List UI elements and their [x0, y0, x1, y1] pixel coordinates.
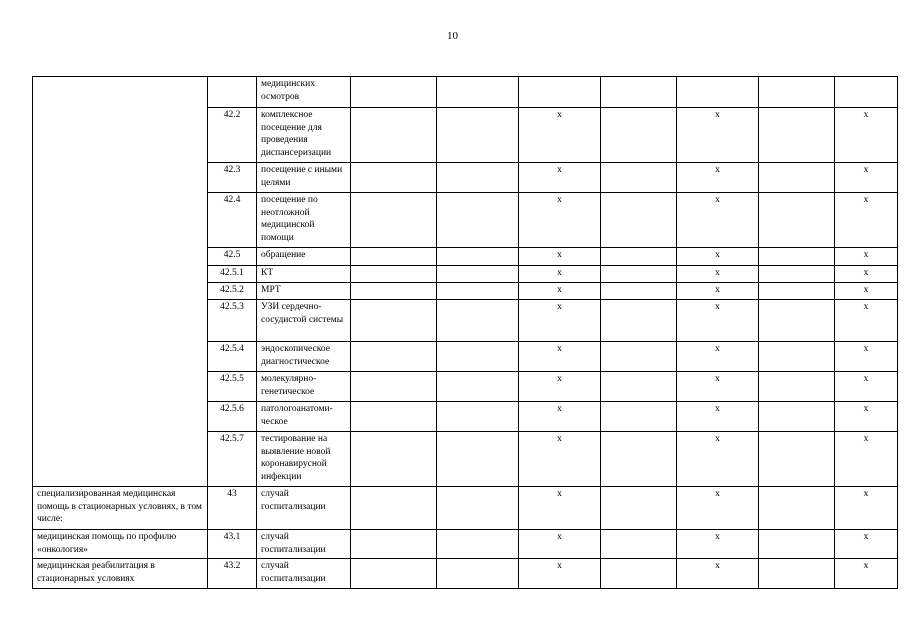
value-cell: х [835, 402, 898, 432]
value-cell: х [835, 283, 898, 300]
value-cell [437, 193, 519, 248]
value-cell [437, 530, 519, 559]
value-cell [759, 300, 835, 342]
unit-cell: КТ [257, 266, 351, 283]
unit-cell: случай госпитализации [257, 559, 351, 589]
value-cell: х [519, 432, 601, 487]
value-cell: х [835, 530, 898, 559]
value-cell [437, 77, 519, 108]
value-cell: х [519, 487, 601, 530]
code-cell: 42.5.2 [208, 283, 257, 300]
value-cell [351, 163, 437, 193]
value-cell [437, 266, 519, 283]
value-cell [437, 487, 519, 530]
value-cell [351, 77, 437, 108]
value-cell [759, 432, 835, 487]
value-cell [351, 248, 437, 266]
value-cell: х [677, 487, 759, 530]
value-cell: х [519, 283, 601, 300]
value-cell: х [519, 300, 601, 342]
value-cell: х [519, 559, 601, 589]
value-cell [601, 402, 677, 432]
code-cell: 43.1 [208, 530, 257, 559]
value-cell: х [519, 266, 601, 283]
value-cell: х [519, 163, 601, 193]
value-cell [437, 559, 519, 589]
value-cell [601, 487, 677, 530]
value-cell [437, 432, 519, 487]
value-cell [759, 108, 835, 163]
value-cell [759, 530, 835, 559]
value-cell [601, 372, 677, 402]
page-number: 10 [447, 30, 458, 42]
value-cell [601, 283, 677, 300]
value-cell [601, 266, 677, 283]
value-cell: х [835, 300, 898, 342]
value-cell [437, 248, 519, 266]
value-cell: х [519, 402, 601, 432]
value-cell [351, 530, 437, 559]
table-row [33, 487, 898, 530]
value-cell [351, 266, 437, 283]
value-cell: х [519, 372, 601, 402]
value-cell [351, 283, 437, 300]
category-cell: специализированная медицинская помощь в стационарных условиях, в том числе: [33, 487, 208, 530]
value-cell [351, 559, 437, 589]
value-cell: х [677, 283, 759, 300]
value-cell [437, 300, 519, 342]
value-cell: х [677, 248, 759, 266]
value-cell: х [835, 248, 898, 266]
unit-cell: случай госпитализации [257, 530, 351, 559]
value-cell [351, 487, 437, 530]
value-cell [437, 108, 519, 163]
category-cell [33, 77, 208, 487]
value-cell [601, 248, 677, 266]
value-cell: х [677, 432, 759, 487]
value-cell: х [835, 342, 898, 372]
unit-cell: медицинских осмотров [257, 77, 351, 108]
category-cell: медицинская реабилитация в стационарных условиях [33, 559, 208, 589]
value-cell: х [835, 266, 898, 283]
code-cell: 42.5 [208, 248, 257, 266]
code-cell: 43 [208, 487, 257, 530]
value-cell: х [519, 342, 601, 372]
value-cell [601, 432, 677, 487]
value-cell: х [677, 163, 759, 193]
value-cell [601, 342, 677, 372]
code-cell: 42.5.5 [208, 372, 257, 402]
value-cell [759, 342, 835, 372]
unit-cell: патологоанатоми-ческое [257, 402, 351, 432]
value-cell: х [677, 266, 759, 283]
table-row [33, 77, 898, 108]
unit-cell: УЗИ сердечно-сосудистой системы [257, 300, 351, 342]
value-cell [601, 300, 677, 342]
unit-cell: посещение с иными целями [257, 163, 351, 193]
value-cell: х [677, 300, 759, 342]
unit-cell: молекулярно-генетическое [257, 372, 351, 402]
value-cell [351, 108, 437, 163]
value-cell [437, 283, 519, 300]
value-cell: х [519, 530, 601, 559]
value-cell [351, 342, 437, 372]
value-cell [351, 402, 437, 432]
code-cell: 42.5.1 [208, 266, 257, 283]
value-cell [351, 432, 437, 487]
unit-cell: случай госпитализации [257, 487, 351, 530]
code-cell: 42.5.6 [208, 402, 257, 432]
value-cell [601, 163, 677, 193]
value-cell [759, 487, 835, 530]
code-cell [208, 77, 257, 108]
value-cell [835, 77, 898, 108]
value-cell: х [835, 108, 898, 163]
code-cell: 42.5.3 [208, 300, 257, 342]
code-cell: 42.5.4 [208, 342, 257, 372]
value-cell [759, 77, 835, 108]
value-cell [437, 342, 519, 372]
category-cell: медицинская помощь по профилю «онкология» [33, 530, 208, 559]
value-cell: х [677, 530, 759, 559]
value-cell: х [519, 108, 601, 163]
value-cell [759, 266, 835, 283]
value-cell [437, 372, 519, 402]
value-cell [759, 372, 835, 402]
value-cell: х [519, 193, 601, 248]
unit-cell: обращение [257, 248, 351, 266]
table-row [33, 530, 898, 559]
code-cell: 42.3 [208, 163, 257, 193]
code-cell: 42.4 [208, 193, 257, 248]
value-cell [759, 559, 835, 589]
value-cell: х [677, 193, 759, 248]
value-cell [437, 163, 519, 193]
value-cell: х [835, 559, 898, 589]
value-cell: х [835, 487, 898, 530]
value-cell: х [835, 372, 898, 402]
value-cell [519, 77, 601, 108]
value-cell [601, 108, 677, 163]
unit-cell: тестирование на выявление новой коронавирусной инфекции [257, 432, 351, 487]
unit-cell: МРТ [257, 283, 351, 300]
value-cell [601, 193, 677, 248]
value-cell [601, 77, 677, 108]
value-cell [759, 283, 835, 300]
value-cell [351, 372, 437, 402]
value-cell [677, 77, 759, 108]
value-cell [759, 163, 835, 193]
table-row [33, 559, 898, 589]
value-cell: х [677, 559, 759, 589]
value-cell: х [835, 163, 898, 193]
code-cell: 43.2 [208, 559, 257, 589]
value-cell: х [835, 432, 898, 487]
value-cell [437, 402, 519, 432]
data-table [32, 76, 898, 589]
value-cell [601, 559, 677, 589]
code-cell: 42.5.7 [208, 432, 257, 487]
value-cell [759, 193, 835, 248]
unit-cell: эндоскопическое диагностическое [257, 342, 351, 372]
value-cell [351, 193, 437, 248]
value-cell [601, 530, 677, 559]
value-cell [351, 300, 437, 342]
value-cell [759, 248, 835, 266]
value-cell [759, 402, 835, 432]
value-cell: х [677, 372, 759, 402]
value-cell: х [677, 342, 759, 372]
value-cell: х [519, 248, 601, 266]
unit-cell: комплексное посещение для проведения диспансеризации [257, 108, 351, 163]
value-cell: х [677, 108, 759, 163]
code-cell: 42.2 [208, 108, 257, 163]
unit-cell: посещение по неотложной медицинской помощи [257, 193, 351, 248]
value-cell: х [677, 402, 759, 432]
value-cell: х [835, 193, 898, 248]
